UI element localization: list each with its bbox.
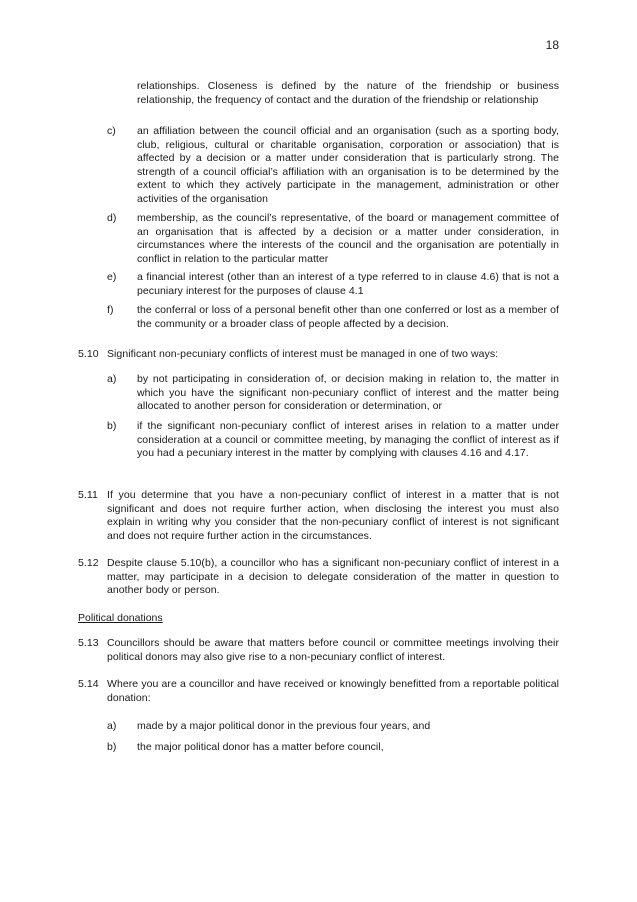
list-text: by not participating in consideration of, or decision making in relation to, the matter in which you have the significant non-pecuniary conflict of interest and the matter being allocated to another person for consideration or determination, or — [137, 373, 559, 413]
list-text: the major political donor has a matter before council, — [137, 741, 384, 753]
list-text: membership, as the council’s representative, of the board or management committee of an organisation that is affected by a decision or a matter under consideration, in circumstances where the interests of the council and the organisation are potentially in conflict in relation to the particular matter — [137, 212, 559, 265]
clause-5-10-item-b — [107, 420, 559, 461]
clause-5-14-item-a — [107, 720, 559, 734]
clause-5-11 — [78, 489, 559, 543]
list-item-c — [107, 125, 559, 207]
list-text: the conferral or loss of a personal benefit other than one conferred or lost as a member of the community or a broader class of people affected by a decision. — [137, 304, 559, 330]
clause-5-10 — [78, 348, 559, 362]
clause-5-14 — [78, 678, 559, 705]
clause-number: 5.13 — [78, 637, 99, 649]
clause-5-10-item-a — [107, 373, 559, 414]
list-label: f) — [107, 304, 114, 316]
list-label: a) — [107, 720, 117, 732]
section-heading-political-donations: Political donations — [78, 612, 163, 624]
clause-number: 5.10 — [78, 348, 99, 360]
list-label: c) — [107, 125, 116, 137]
list-item-e — [107, 271, 559, 298]
clause-5-14-item-b — [107, 741, 559, 755]
clause-text: Councillors should be aware that matters before council or committee meetings involving their political donors may also give rise to a non-pecuniary conflict of interest. — [107, 637, 559, 663]
clause-number: 5.14 — [78, 678, 99, 690]
list-label: e) — [107, 271, 117, 283]
clause-text: Where you are a councillor and have received or knowingly benefitted from a reportable political donation: — [107, 678, 559, 704]
clause-number: 5.11 — [78, 489, 98, 501]
list-label: b) — [107, 741, 117, 753]
list-text: an affiliation between the council official and an organisation (such as a sporting body, club, religious, cultural or charitable organisation, corporation or association) that is affected by a decision or a matter under consideration that is particularly strong. The strength of a council official’s affiliation with an organisation is to be determined by the extent to which they actively participate in the management, administration or other activities of the organisation — [137, 125, 559, 205]
list-label: b) — [107, 420, 117, 432]
continuation-paragraph: relationships. Closeness is defined by the nature of the friendship or business relationship, the frequency of contact and the duration of the friendship or relationship — [137, 80, 559, 106]
list-item-d — [107, 212, 559, 266]
list-label: a) — [107, 373, 117, 385]
page-number: 18 — [545, 38, 559, 52]
clause-text: Significant non-pecuniary conflicts of interest must be managed in one of two ways: — [107, 348, 499, 360]
list-label: d) — [107, 212, 117, 224]
list-item-f — [107, 304, 559, 331]
clause-number: 5.12 — [78, 557, 99, 569]
clause-text: If you determine that you have a non-pecuniary conflict of interest in a matter that is not significant and does not require further action, when disclosing the interest you must also explain in writing why you consider that the non-pecuniary conflict of interest is not significant and does not require further action in the circumstances. — [107, 489, 559, 542]
list-text: made by a major political donor in the previous four years, and — [137, 720, 431, 732]
clause-5-13 — [78, 637, 559, 664]
list-text: a financial interest (other than an interest of a type referred to in clause 4.6) that is not a pecuniary interest for the purposes of clause 4.1 — [137, 271, 559, 297]
list-text: if the significant non-pecuniary conflict of interest arises in relation to a matter under consideration at a council or committee meeting, by managing the conflict of interest as if you had a pecuniary interest in the matter by complying with clauses 4.16 and 4.17. — [137, 420, 559, 460]
clause-text: Despite clause 5.10(b), a councillor who has a significant non-pecuniary conflict of interest in a matter, may participate in a decision to delegate consideration of the matter in question to another body or person. — [107, 557, 559, 597]
clause-5-12 — [78, 557, 559, 598]
